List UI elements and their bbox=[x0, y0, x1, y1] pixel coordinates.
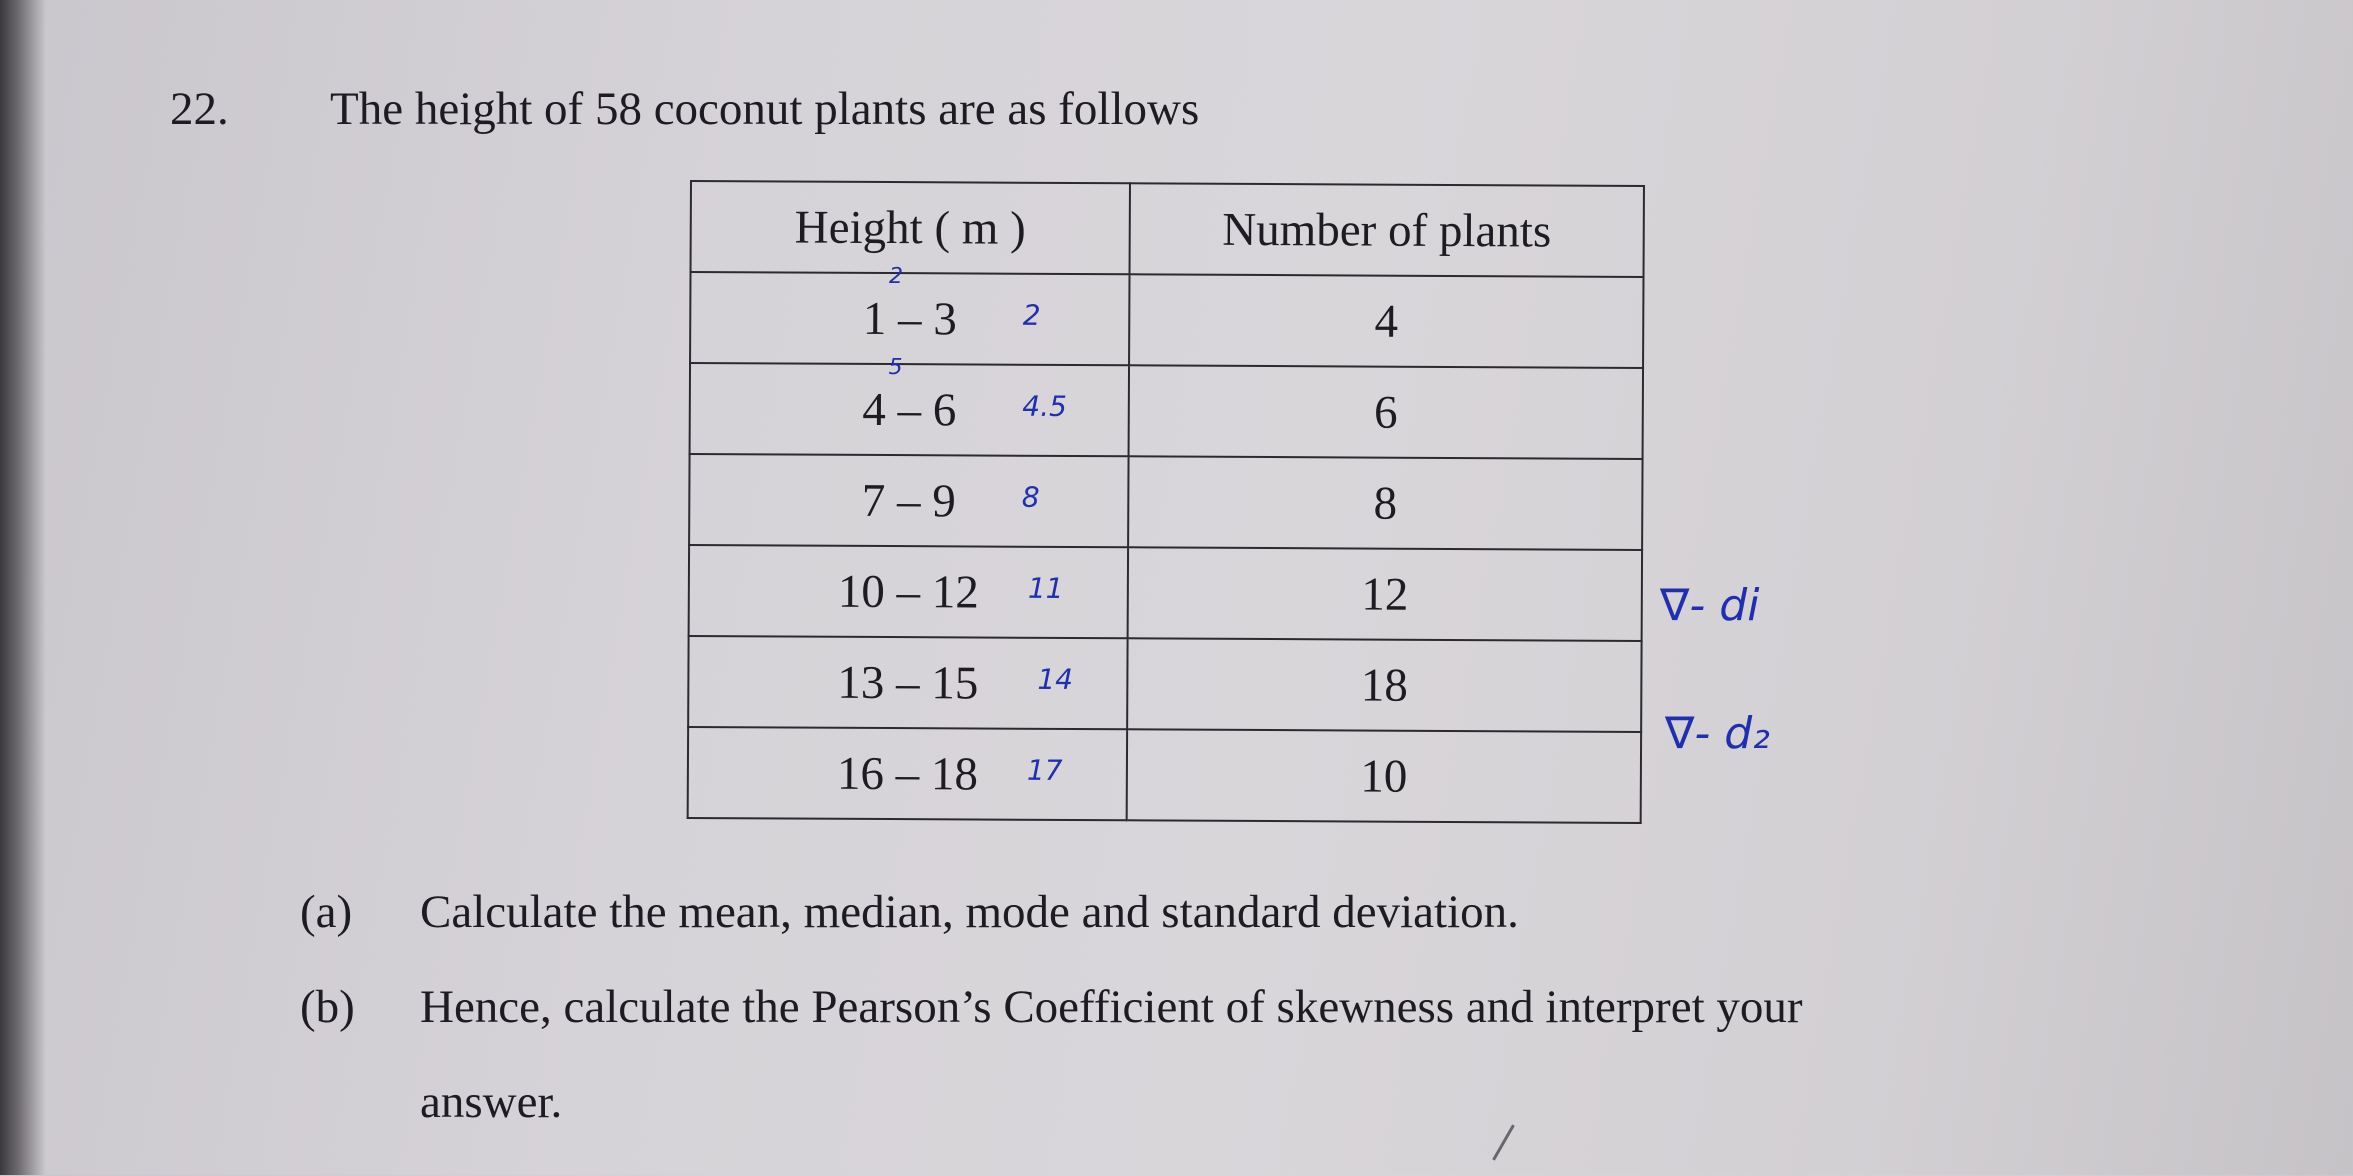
height-value: 1 – 3 bbox=[862, 292, 957, 345]
height-cell bbox=[689, 454, 1128, 547]
part-b-continuation: answer. bbox=[420, 1076, 563, 1128]
table-header-row bbox=[691, 181, 1644, 277]
margin-note-d2: ∇- d₂ bbox=[1665, 708, 1770, 759]
handwritten-midpoint: 2 bbox=[1022, 298, 1041, 332]
handwritten-midpoint: 4.5 bbox=[1022, 389, 1067, 423]
height-value: 7 – 9 bbox=[861, 474, 956, 527]
height-value: 10 – 12 bbox=[837, 565, 979, 619]
header-number-of-plants: Number of plants bbox=[1130, 183, 1644, 277]
part-a-text: Calculate the mean, median, mode and standard deviation. bbox=[420, 886, 1519, 938]
height-cell bbox=[689, 545, 1128, 638]
part-b-label: (b) bbox=[300, 981, 355, 1033]
handwritten-midpoint: 17 bbox=[1026, 753, 1063, 787]
height-value: 13 – 15 bbox=[837, 656, 979, 710]
table-row bbox=[690, 363, 1643, 459]
handwritten-midpoint: 14 bbox=[1037, 662, 1074, 696]
count-cell: 4 bbox=[1129, 274, 1643, 368]
count-cell: 6 bbox=[1129, 365, 1643, 459]
height-cell bbox=[688, 636, 1127, 729]
height-value: 4 – 6 bbox=[862, 383, 957, 436]
count-cell: 12 bbox=[1128, 547, 1642, 641]
count-cell: 8 bbox=[1128, 456, 1642, 550]
margin-note-di: ∇- di bbox=[1660, 580, 1760, 631]
handwritten-midpoint: 8 bbox=[1021, 480, 1040, 514]
table-row bbox=[688, 636, 1641, 732]
height-cell bbox=[690, 263, 1129, 365]
count-cell: 10 bbox=[1127, 729, 1641, 823]
part-b-text: Hence, calculate the Pearson’s Coefficient of skewness and interpret your bbox=[420, 981, 1803, 1033]
handwritten-annotation: 2 bbox=[888, 263, 904, 289]
table-row bbox=[689, 545, 1642, 641]
handwritten-midpoint: 11 bbox=[1027, 571, 1064, 605]
part-b bbox=[300, 980, 1803, 1034]
handwritten-annotation: 5 bbox=[888, 354, 903, 380]
count-cell: 18 bbox=[1127, 638, 1641, 732]
table-row bbox=[689, 454, 1642, 550]
table-row bbox=[688, 727, 1641, 823]
stray-pen-mark bbox=[1492, 1124, 1541, 1175]
height-cell bbox=[690, 354, 1129, 456]
part-a bbox=[300, 885, 1519, 939]
question-text: The height of 58 coconut plants are as follows bbox=[330, 83, 1200, 135]
table-row bbox=[690, 272, 1643, 368]
height-value: 16 – 18 bbox=[836, 747, 979, 801]
height-cell bbox=[688, 727, 1127, 820]
page-shadow bbox=[0, 0, 46, 1175]
question-number: 22. bbox=[170, 83, 229, 135]
header-height: Height ( m ) bbox=[691, 181, 1130, 274]
part-a-label: (a) bbox=[300, 886, 353, 938]
height-frequency-table bbox=[687, 180, 1645, 824]
